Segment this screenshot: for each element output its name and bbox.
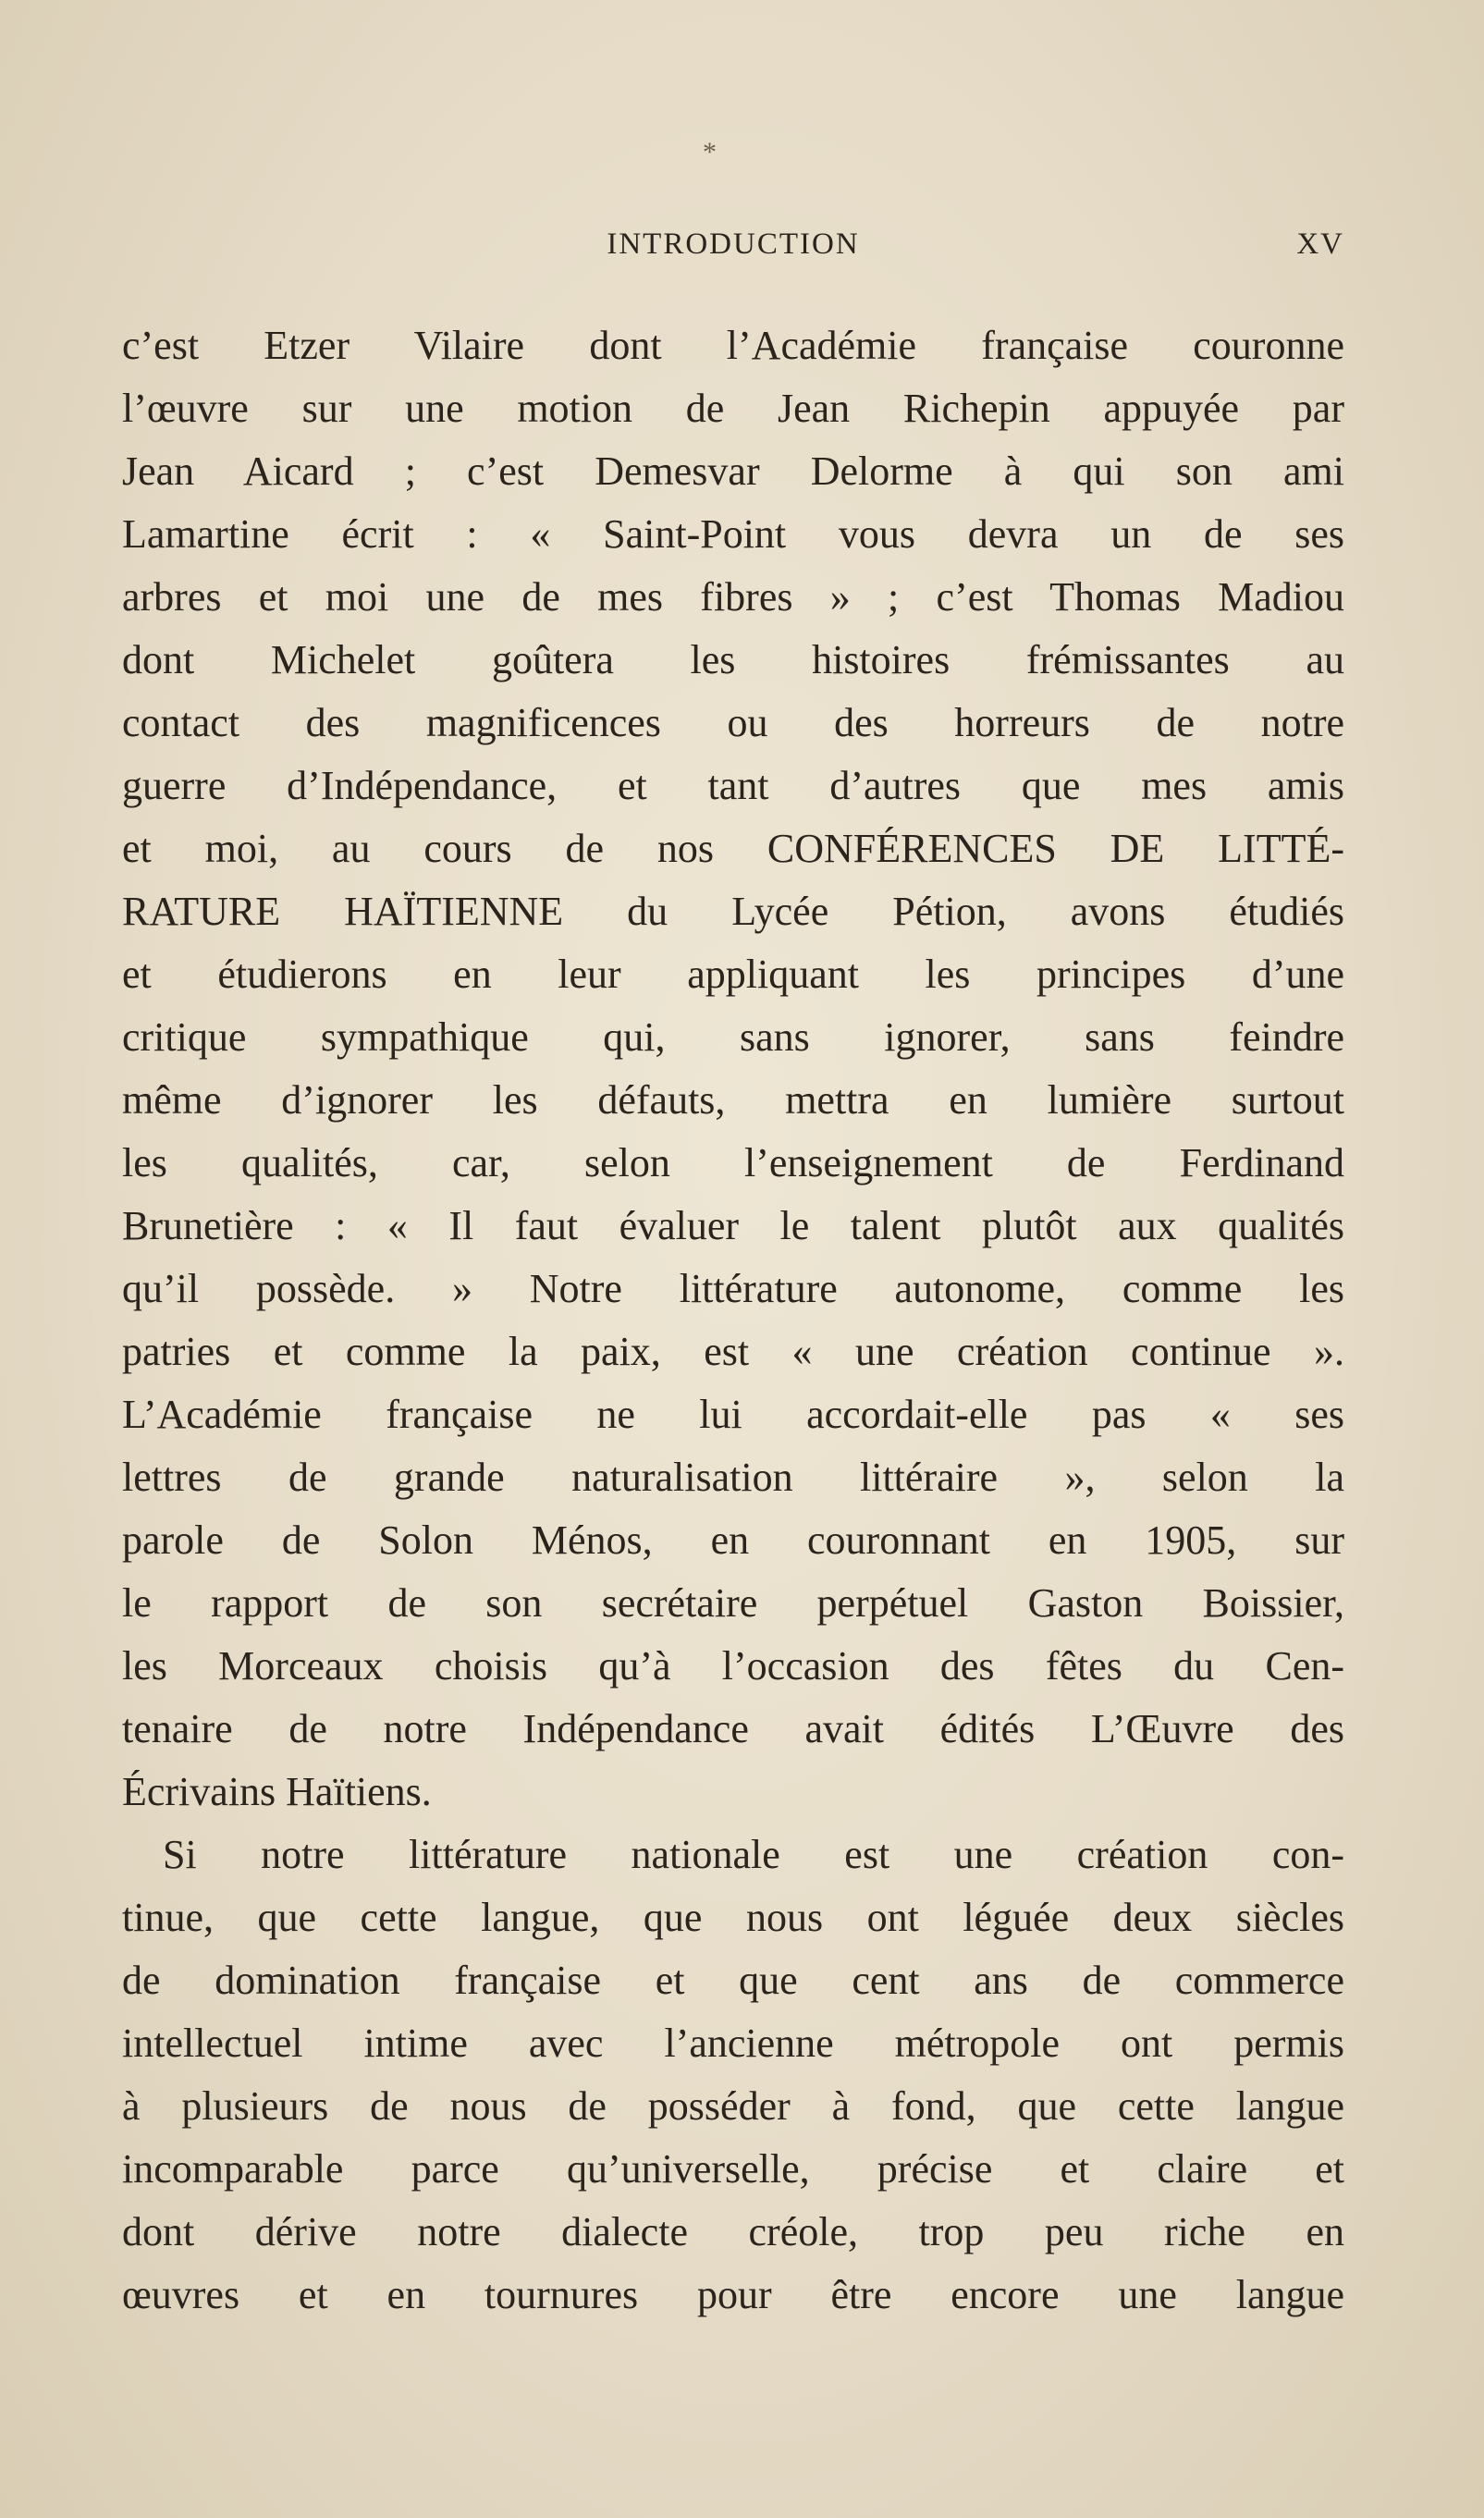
- text-line: de domination française et que cent ans de commerce: [122, 1958, 1344, 2003]
- running-head: INTRODUCTION: [607, 227, 860, 261]
- text-line: L’Académie française ne lui accordait-elle pas « ses: [122, 1392, 1344, 1437]
- text-line: dont dérive notre dialecte créole, trop peu riche en: [122, 2209, 1344, 2254]
- text-line: intellectuel intime avec l’ancienne métropole ont permis: [122, 2021, 1344, 2066]
- text-line: incomparable parce qu’universelle, précise et claire et: [122, 2146, 1344, 2192]
- text-line: critique sympathique qui, sans ignorer, sans feindre: [122, 1014, 1344, 1060]
- page-header: [122, 227, 1344, 272]
- page-number: XV: [1296, 227, 1344, 261]
- text-line: Lamartine écrit : « Saint-Point vous devra un de ses: [122, 511, 1344, 557]
- text-line: les qualités, car, selon l’enseignement de Ferdinand: [122, 1140, 1344, 1185]
- text-line: œuvres et en tournures pour être encore une langue: [122, 2272, 1344, 2317]
- text-line: arbres et moi une de mes fibres » ; c’est Thomas Madiou: [122, 574, 1344, 620]
- text-line: RATURE HAÏTIENNE du Lycée Pétion, avons étudiés: [122, 889, 1344, 934]
- text-line: Brunetière : « Il faut évaluer le talent plutôt aux qualités: [122, 1203, 1344, 1248]
- text-line: c’est Etzer Vilaire dont l’Académie française couronne: [122, 323, 1344, 368]
- text-line: qu’il possède. » Notre littérature autonome, comme les: [122, 1266, 1344, 1311]
- text-line: lettres de grande naturalisation littéraire », selon la: [122, 1455, 1344, 1500]
- text-line: et moi, au cours de nos CONFÉRENCES DE LITTÉ-: [122, 826, 1344, 871]
- text-line: guerre d’Indépendance, et tant d’autres que mes amis: [122, 763, 1344, 808]
- text-line: Si notre littérature nationale est une création con-: [163, 1832, 1344, 1877]
- paragraph: [122, 314, 1344, 1824]
- text-line: le rapport de son secrétaire perpétuel Gaston Boissier,: [122, 1580, 1344, 1626]
- text-line: l’œuvre sur une motion de Jean Richepin appuyée par: [122, 386, 1344, 431]
- paragraph: [122, 1824, 1344, 2327]
- body-text: [122, 314, 1344, 2327]
- text-line: à plusieurs de nous de posséder à fond, que cette langue: [122, 2083, 1344, 2129]
- text-line: Jean Aicard ; c’est Demesvar Delorme à qui son ami: [122, 448, 1344, 494]
- text-line: patries et comme la paix, est « une création continue ».: [122, 1329, 1344, 1374]
- text-line: même d’ignorer les défauts, mettra en lumière surtout: [122, 1077, 1344, 1123]
- text-line: dont Michelet goûtera les histoires frémissantes au: [122, 637, 1344, 682]
- text-line: tenaire de notre Indépendance avait édités L’Œuvre des: [122, 1706, 1344, 1751]
- text-line: parole de Solon Ménos, en couronnant en 1905, sur: [122, 1517, 1344, 1563]
- text-line: tinue, que cette langue, que nous ont léguée deux siècles: [122, 1895, 1344, 1940]
- text-line: contact des magnificences ou des horreurs de notre: [122, 700, 1344, 745]
- decorative-asterisk: *: [703, 137, 717, 167]
- text-line: et étudierons en leur appliquant les principes d’une: [122, 952, 1344, 997]
- text-line: les Morceaux choisis qu’à l’occasion des fêtes du Cen-: [122, 1643, 1344, 1689]
- text-line: Écrivains Haïtiens.: [122, 1769, 432, 1814]
